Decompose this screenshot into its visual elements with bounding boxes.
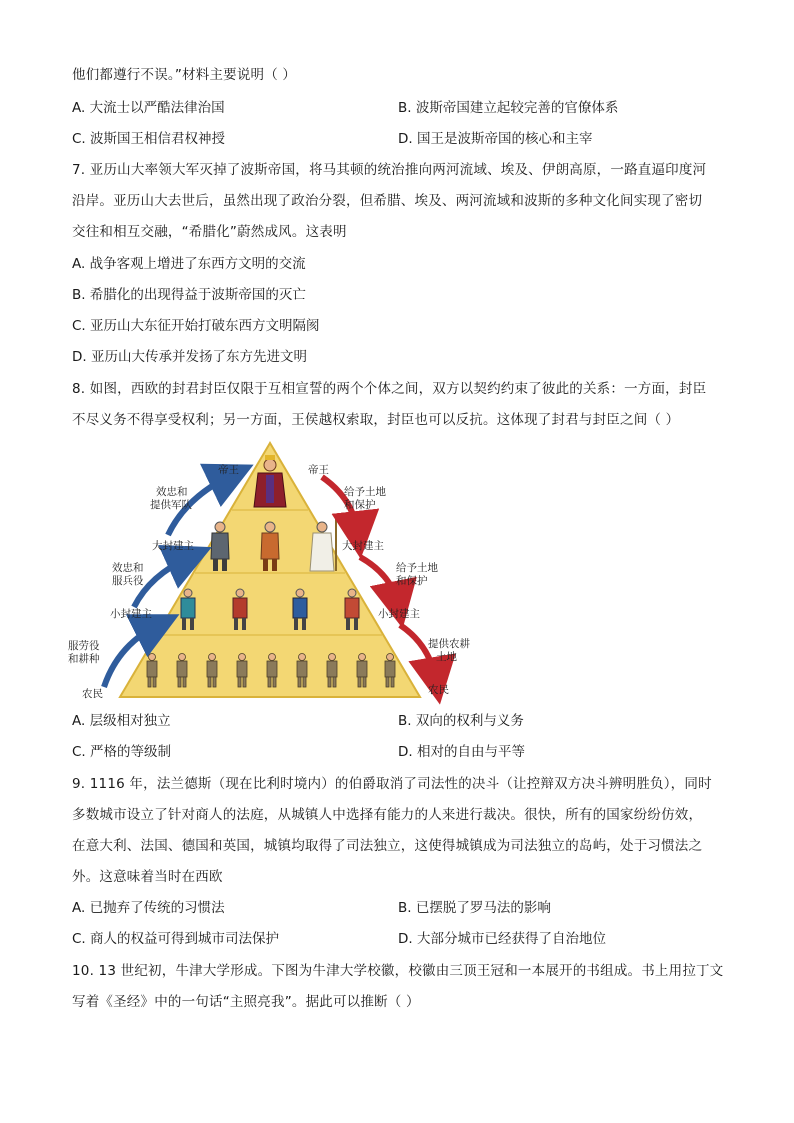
right-level-peasant: 农民 (428, 684, 449, 696)
left-level-great-lord: 大封建主 (152, 540, 194, 552)
right-arrow-label-2a: 给予土地 (396, 562, 438, 574)
left-arrow-label-1a: 效忠和 (156, 486, 188, 498)
feudal-pyramid-svg (60, 435, 480, 705)
q9-option-c: C. 商人的权益可得到城市司法保护 (72, 931, 280, 947)
left-level-peasant: 农民 (82, 688, 103, 700)
right-arrow-label-3a: 提供农耕 (428, 638, 470, 650)
q8-option-a: A. 层级相对独立 (72, 713, 171, 729)
q10-stem-line-1: 10. 13 世纪初，牛津大学形成。下图为牛津大学校徽，校徽由三顶王冠和一本展开的书组成。书上用拉丁文 (72, 963, 724, 979)
left-arrow-label-3a: 服劳役 (68, 640, 100, 652)
q9-stem-line-4: 外。这意味着当时在西欧 (72, 869, 223, 885)
q6-option-b: B. 波斯帝国建立起较完善的官僚体系 (398, 100, 619, 116)
q8-option-d: D. 相对的自由与平等 (398, 744, 525, 760)
q9-option-d: D. 大部分城市已经获得了自治地位 (398, 931, 606, 947)
right-arrow-label-1b: 和保护 (344, 499, 376, 511)
feudal-pyramid-figure (60, 435, 480, 705)
left-arrow-label-2b: 服兵役 (112, 575, 144, 587)
q8-stem-line-2: 不尽义务不得享受权利；另一方面，王侯越权索取，封臣也可以反抗。这体现了封君与封臣之间（ ） (72, 412, 680, 428)
left-level-king: 帝王 (218, 464, 239, 476)
right-level-lesser-lord: 小封建主 (378, 608, 420, 620)
q7-stem-line-3: 交往和相互交融，“希腊化”蔚然成风。这表明 (72, 224, 347, 240)
q7-stem-line-2: 沿岸。亚历山大去世后，虽然出现了政治分裂，但希腊、埃及、两河流域和波斯的多种文化间实现了密切 (72, 193, 703, 209)
q7-option-b: B. 希腊化的出现得益于波斯帝国的灭亡 (72, 287, 306, 303)
q6-stem-tail: 他们都遵行不误。”材料主要说明（ ） (72, 67, 297, 83)
left-arrow-label-1b: 提供军队 (150, 499, 192, 511)
left-arrow-label-2a: 效忠和 (112, 562, 144, 574)
q9-stem-line-2: 多数城市设立了针对商人的法庭，从城镇人中选择有能力的人来进行裁决。很快，所有的国家纷纷仿效， (72, 807, 703, 823)
q8-stem-line-1: 8. 如图，西欧的封君封臣仅限于互相宣誓的两个个体之间，双方以契约约束了彼此的关系：一方面，封臣 (72, 381, 707, 397)
left-arrow-label-3b: 和耕种 (68, 653, 100, 665)
q8-option-b: B. 双向的权利与义务 (398, 713, 524, 729)
q7-option-d: D. 亚历山大传承并发扬了东方先进文明 (72, 349, 307, 365)
right-level-great-lord: 大封建主 (342, 540, 384, 552)
right-arrow-label-3b: 土地 (436, 651, 457, 663)
q6-option-c: C. 波斯国王相信君权神授 (72, 131, 226, 147)
left-level-lesser-lord: 小封建主 (110, 608, 152, 620)
down-arrow-great-to-lesser (360, 557, 398, 605)
right-level-king: 帝王 (308, 464, 329, 476)
q9-stem-line-1: 9. 1116 年，法兰德斯（现在比利时境内）的伯爵取消了司法性的决斗（让控辩双方决斗辨明胜负），同时 (72, 776, 712, 792)
q10-stem-line-2: 写着《圣经》中的一句话“主照亮我”。据此可以推断（ ） (72, 994, 420, 1010)
right-arrow-label-1a: 给予土地 (344, 486, 386, 498)
q6-option-a: A. 大流士以严酷法律治国 (72, 100, 225, 116)
q7-stem-line-1: 7. 亚历山大率领大军灭掉了波斯帝国，将马其顿的统治推向两河流域、埃及、伊朗高原，一路直逼印度河 (72, 162, 707, 178)
q6-option-d: D. 国王是波斯帝国的核心和主宰 (398, 131, 593, 147)
q7-option-a: A. 战争客观上增进了东西方文明的交流 (72, 256, 306, 272)
right-arrow-label-2b: 和保护 (396, 575, 428, 587)
q7-option-c: C. 亚历山大东征开始打破东西方文明隔阂 (72, 318, 320, 334)
q9-stem-line-3: 在意大利、法国、德国和英国，城镇均取得了司法独立，这使得城镇成为司法独立的岛屿，处于习惯法之 (72, 838, 703, 854)
q9-option-b: B. 已摆脱了罗马法的影响 (398, 900, 551, 916)
q9-option-a: A. 已抛弃了传统的习惯法 (72, 900, 225, 916)
q8-option-c: C. 严格的等级制 (72, 744, 172, 760)
